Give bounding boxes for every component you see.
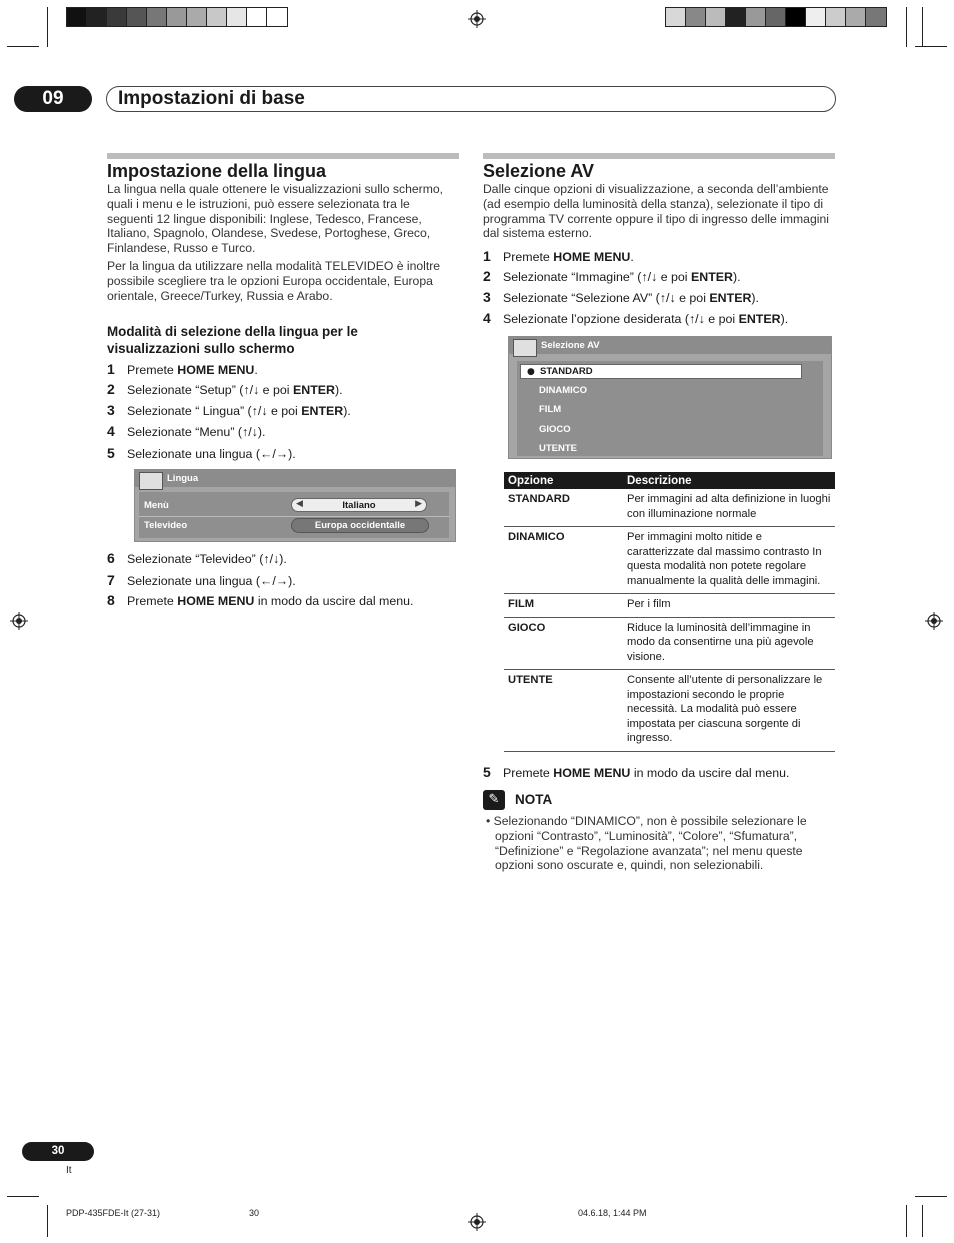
crop-mark	[915, 46, 947, 47]
table-cell-option: DINAMICO	[504, 527, 623, 594]
crop-mark	[47, 7, 48, 47]
section-title-av: Selezione AV	[483, 161, 595, 181]
subsection-heading: Modalità di selezione della lingua per le visualizzazioni sullo schermo	[107, 324, 358, 356]
av-option-dinamico[interactable]: DINAMICO	[539, 385, 588, 396]
crop-mark	[922, 7, 923, 47]
chapter-number-badge: 09	[14, 86, 92, 112]
av-option-utente[interactable]: UTENTE	[539, 443, 577, 454]
registration-mark-icon	[10, 612, 28, 630]
language-selector-value: Italiano	[342, 500, 376, 511]
chevron-right-icon[interactable]: ▶	[415, 499, 422, 509]
chapter-title: Impostazioni di base	[118, 88, 305, 109]
chevron-left-icon[interactable]: ◀	[296, 499, 303, 509]
section-rule	[483, 153, 835, 159]
osd-language-screen	[134, 469, 456, 542]
language-selector[interactable]	[291, 498, 427, 512]
section-rule	[107, 153, 459, 159]
table-cell-description: Consente all’utente di personalizzare le impostazioni secondo le proprie necessità. La modalità può essere impostata per ciascuna sorgente di ingresso.	[623, 670, 835, 752]
note-text: • Selezionando “DINAMICO”, non è possibile selezionare le opzioni “Contrasto”, “Luminosità”, “Colore”, “Sfumatura”, “Definizione” e “Regolazione avanzata”; nel menu queste opzioni sono oscurate e, quindi, non selezionabili.	[486, 814, 807, 873]
table-cell-description: Per i film	[623, 594, 835, 618]
table-row	[504, 594, 835, 618]
registration-mark-icon	[468, 10, 486, 28]
crop-mark	[922, 1205, 923, 1237]
osd-av-screen	[508, 336, 832, 459]
table-cell-option: GIOCO	[504, 617, 623, 670]
av-options-table	[504, 472, 835, 752]
table-row	[504, 489, 835, 527]
table-cell-description: Riduce la luminosità dell’immagine in modo da consentirne una più agevole visione.	[623, 617, 835, 670]
note-title: NOTA	[515, 792, 553, 807]
osd-panel	[517, 361, 823, 456]
table-cell-option: FILM	[504, 594, 623, 618]
table-cell-description: Per immagini ad alta definizione in luoghi con illuminazione normale	[623, 489, 835, 527]
osd-panel	[139, 492, 449, 538]
registration-mark-icon	[468, 1213, 486, 1231]
table-cell-description: Per immagini molto nitide e caratterizzate dal massimo contrasto In questa modalità non potete regolare manualmente la qualità delle immagini.	[623, 527, 835, 594]
menu-icon	[513, 339, 537, 357]
table-cell-option: STANDARD	[504, 489, 623, 527]
footer-file: PDP-435FDE-It (27-31)	[66, 1208, 161, 1218]
table-header-row	[504, 472, 835, 489]
crop-mark	[7, 1196, 39, 1197]
table-header-cell: Descrizione	[623, 472, 835, 489]
crop-mark	[47, 1205, 48, 1237]
table-row	[504, 527, 835, 594]
divider	[139, 516, 449, 517]
color-bar-right	[665, 7, 887, 27]
table-row	[504, 617, 835, 670]
intro-paragraph: Per la lingua da utilizzare nella modalità TELEVIDEO è inoltre possibile scegliere tra le opzioni Europa occidentale, Europa orientale, Greece/Turkey, Russia e Arabo.	[107, 259, 441, 303]
note-pencil-icon: ✎	[483, 790, 505, 810]
osd-title: Selezione AV	[541, 340, 600, 351]
intro-paragraph: Dalle cinque opzioni di visualizzazione, a seconda dell’ambiente (ad esempio della luminosità della stanza), selezionate il tipo di programma TV corrente oppure il tipo di ingresso delle immagini dal sistema esterno.	[483, 182, 829, 241]
page-number-badge: 30	[22, 1142, 94, 1161]
osd-row-label-menu: Menù	[144, 500, 169, 511]
televideo-selector[interactable]: Europa occidentalle	[291, 518, 429, 533]
menu-icon	[139, 472, 163, 490]
registration-mark-icon	[925, 612, 943, 630]
crop-mark	[906, 7, 907, 47]
language-code: It	[66, 1165, 72, 1176]
selected-dot-icon: ●	[527, 367, 535, 377]
crop-mark	[7, 46, 39, 47]
intro-paragraph: La lingua nella quale ottenere le visualizzazioni sullo schermo, quali i menu e le istruzioni, può essere selezionata tra le seguenti 12 lingue disponibili: Inglese, Tedesco, Francese, Italiano, Spagnolo, Olandese, Svedese, Portoghese, Greco, Finlandese, Russo e Turco.	[107, 182, 444, 256]
osd-row-label-televideo: Televideo	[144, 520, 188, 531]
av-option-gioco[interactable]: GIOCO	[539, 424, 571, 435]
crop-mark	[906, 1205, 907, 1237]
osd-title: Lingua	[167, 473, 199, 484]
footer-date: 04.6.18, 1:44 PM	[578, 1208, 647, 1218]
color-bar-left	[66, 7, 288, 27]
av-option-film[interactable]: FILM	[539, 404, 562, 415]
crop-mark	[915, 1196, 947, 1197]
footer-page: 30	[249, 1208, 260, 1218]
av-option-standard[interactable]: ● STANDARD	[520, 364, 802, 379]
table-cell-option: UTENTE	[504, 670, 623, 752]
section-title-language: Impostazione della lingua	[107, 161, 327, 181]
table-row	[504, 670, 835, 752]
table-header-cell: Opzione	[504, 472, 623, 489]
